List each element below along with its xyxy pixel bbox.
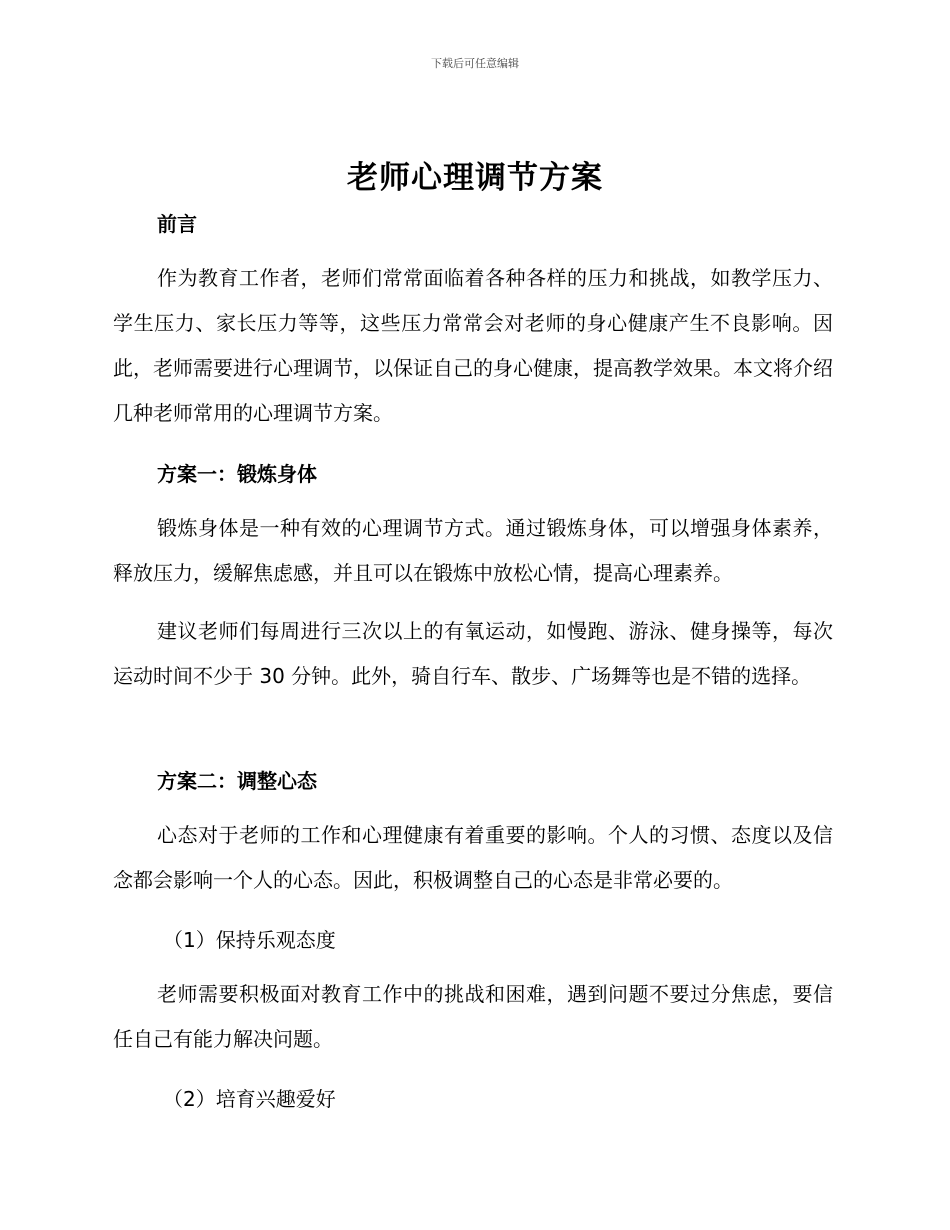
plan2-subheading-2: （2）培育兴趣爱好 — [163, 1087, 336, 1111]
document-title: 老师心理调节方案 — [347, 160, 603, 196]
plan2-sub1-paragraph: 老师需要积极面对教育工作中的挑战和困难，遇到问题不要过分焦虑，要信任自己有能力解决问题。 — [113, 982, 833, 1051]
preface-paragraph: 作为教育工作者，老师们常常面临着各种各样的压力和挑战，如教学压力、学生压力、家长压力等等，这些压力常常会对老师的身心健康产生不良影响。因此，老师需要进行心理调节，以保证自己的身心健康，提高教学效果。本文将介绍几种老师常用的心理调节方案。 — [113, 266, 833, 425]
plan2-heading: 方案二：调整心态 — [157, 769, 317, 793]
plan1-heading: 方案一：锻炼身体 — [157, 462, 317, 486]
plan1-paragraph-2: 建议老师们每周进行三次以上的有氧运动，如慢跑、游泳、健身操等，每次运动时间不少于 30 分钟。此外，骑自行车、散步、广场舞等也是不错的选择。 — [113, 619, 833, 688]
plan2-paragraph-1: 心态对于老师的工作和心理健康有着重要的影响。个人的习惯、态度以及信念都会影响一个人的心态。因此，积极调整自己的心态是非常必要的。 — [113, 823, 833, 892]
plan1-paragraph-1: 锻炼身体是一种有效的心理调节方式。通过锻炼身体，可以增强身体素养，释放压力，缓解焦虑感，并且可以在锻炼中放松心情，提高心理素养。 — [113, 516, 833, 585]
header-note: 下载后可任意编辑 — [431, 57, 519, 70]
plan2-subheading-1: （1）保持乐观态度 — [163, 928, 336, 952]
preface-heading: 前言 — [157, 212, 197, 236]
